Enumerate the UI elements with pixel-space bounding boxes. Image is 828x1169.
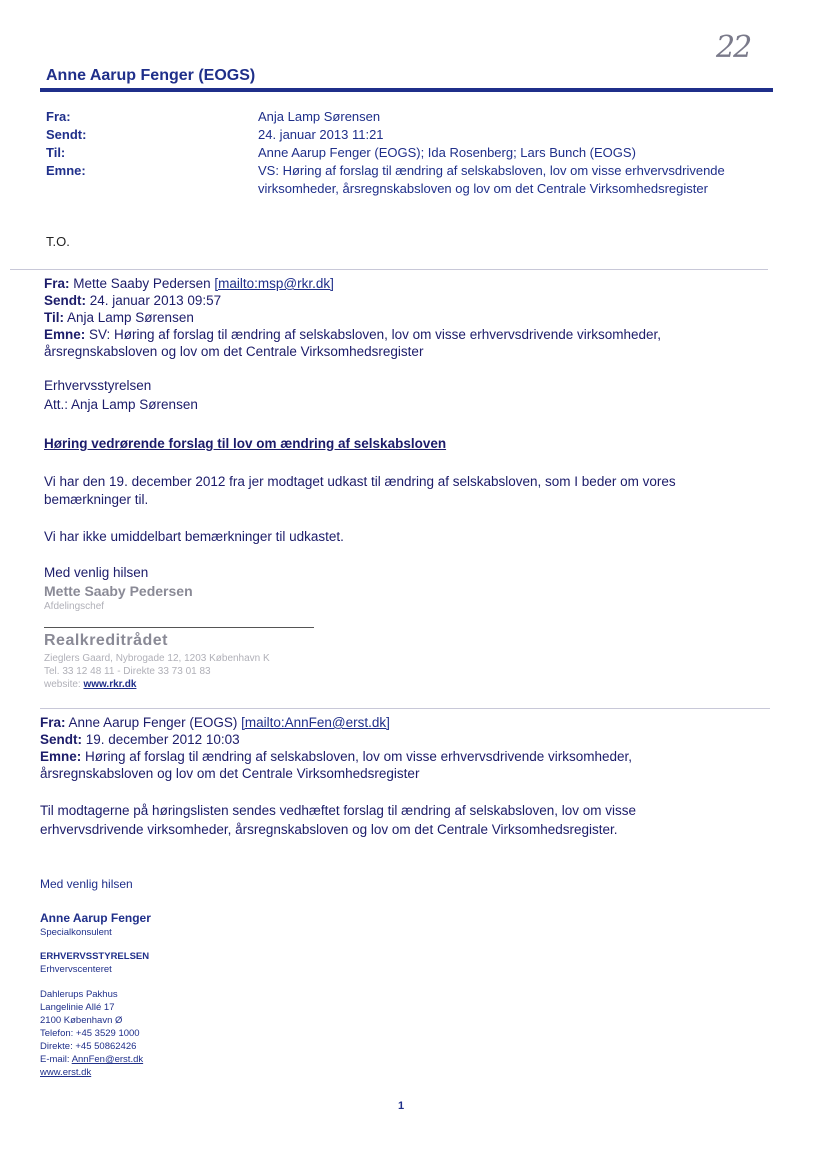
orig-org: ERHVERVSSTYRELSEN [40,951,150,962]
reply1-from-line [44,276,334,291]
subject-value-line2: virksomheder, årsregnskabsloven og lov om det Centrale Virksomhedsregister [258,181,708,196]
reply1-to-label: Til: [44,310,64,325]
reply1-to-line [44,310,194,325]
to-value: Anne Aarup Fenger (EOGS); Ida Rosenberg; Lars Bunch (EOGS) [258,145,636,160]
orig-direct: Direkte: +45 50862426 [40,1041,137,1052]
subject-value-line1: VS: Høring af forslag til ændring af selskabsloven, lov om visse erhvervsdrivende [258,163,725,178]
orig-email-line [40,1054,143,1065]
orig-body-line2: erhvervsdrivende virksomheder, årsregnskabsloven og lov om det Centrale Virksomhedsregister. [40,822,618,837]
orig-greeting: Med venlig hilsen [40,877,133,891]
orig-subject-2: årsregnskabsloven og lov om det Centrale Virksomhedsregister [40,766,420,781]
orig-sent-line [40,732,240,747]
orig-email-link[interactable]: AnnFen@erst.dk [71,1054,144,1065]
reply1-org: Realkreditrådet [44,632,168,649]
orig-from: Anne Aarup Fenger (EOGS) [68,715,238,730]
page-number: 1 [398,1100,405,1112]
from-value: Anja Lamp Sørensen [258,109,381,124]
orig-web-link[interactable]: www.erst.dk [40,1067,92,1078]
to-label: Til: [46,145,66,160]
handwritten-page-number: 22 [716,30,751,65]
reply1-from-label: Fra: [44,276,70,291]
sent-label: Sendt: [46,127,87,142]
reply1-subject-2: årsregnskabsloven og lov om det Centrale Virksomhedsregister [44,344,424,359]
orig-signature-name: Anne Aarup Fenger [40,911,151,925]
orig-addr3: 2100 København Ø [40,1015,123,1026]
orig-addr2: Langelinie Allé 17 [40,1002,115,1013]
reply1-sent-line [44,293,221,308]
orig-org-sub: Erhvervscenteret [40,964,112,975]
from-label: Fra: [46,109,71,124]
orig-subject-line [40,749,632,764]
reply1-website-line [44,679,136,690]
reply1-signature-name: Mette Saaby Pedersen [44,583,193,599]
signature-rule [44,627,314,628]
orig-subject-1: Høring af forslag til ændring af selskabsloven, lov om visse erhvervsdrivende virksomheder, [85,749,633,764]
orig-from-mail-link[interactable]: [mailto:AnnFen@erst.dk] [241,715,390,730]
reply1-from: Mette Saaby Pedersen [73,276,211,291]
reply1-subject-1: SV: Høring af forslag til ændring af selskabsloven, lov om visse erhvervsdrivende virksomheder, [89,327,662,342]
orig-body-line1: Til modtagerne på høringslisten sendes vedhæftet forslag til ændring af selskabsloven, lov om visse [40,803,637,818]
separator [10,269,768,270]
orig-sent: 19. december 2012 10:03 [85,732,240,747]
orig-addr1: Dahlerups Pakhus [40,989,118,1000]
orig-subject-label: Emne: [40,749,82,764]
reply1-phone: Tel. 33 12 48 11 - Direkte 33 73 01 83 [44,666,211,677]
title-rule [40,88,773,92]
subject-label: Emne: [46,163,86,178]
reply1-signature-title: Afdelingschef [44,601,105,612]
reply1-heading: Høring vedrørende forslag til lov om ændring af selskabsloven [44,436,447,451]
orig-email-label: E-mail: [40,1054,70,1065]
reply1-recipient-line2: Att.: Anja Lamp Sørensen [44,397,198,412]
orig-from-line [40,715,390,730]
orig-from-label: Fra: [40,715,66,730]
mailbox-title: Anne Aarup Fenger (EOGS) [46,67,256,84]
sent-value: 24. januar 2013 11:21 [258,127,384,142]
reply1-subject-line [44,327,661,342]
reply1-sent: 24. januar 2013 09:57 [89,293,222,308]
orig-phone: Telefon: +45 3529 1000 [40,1028,140,1039]
reply1-recipient-line1: Erhvervsstyrelsen [44,378,152,393]
reply1-sent-label: Sendt: [44,293,86,308]
reply1-greeting: Med venlig hilsen [44,565,149,580]
reply1-body1-line1: Vi har den 19. december 2012 fra jer modtaget udkast til ændring af selskabsloven, som I beder om vores [44,474,676,489]
reply1-website-link[interactable]: www.rkr.dk [83,679,137,690]
reply1-to: Anja Lamp Sørensen [67,310,194,325]
to-note: T.O. [46,234,70,249]
reply1-from-mail-link[interactable]: [mailto:msp@rkr.dk] [214,276,334,291]
reply1-address: Zieglers Gaard, Nybrogade 12, 1203 København K [44,653,270,664]
separator [40,708,770,709]
reply1-body2: Vi har ikke umiddelbart bemærkninger til udkastet. [44,529,344,544]
reply1-subject-label: Emne: [44,327,86,342]
orig-sent-label: Sendt: [40,732,82,747]
reply1-body1-line2: bemærkninger til. [44,492,149,507]
orig-signature-title: Specialkonsulent [40,927,112,938]
reply1-website-label: website: [44,679,81,690]
